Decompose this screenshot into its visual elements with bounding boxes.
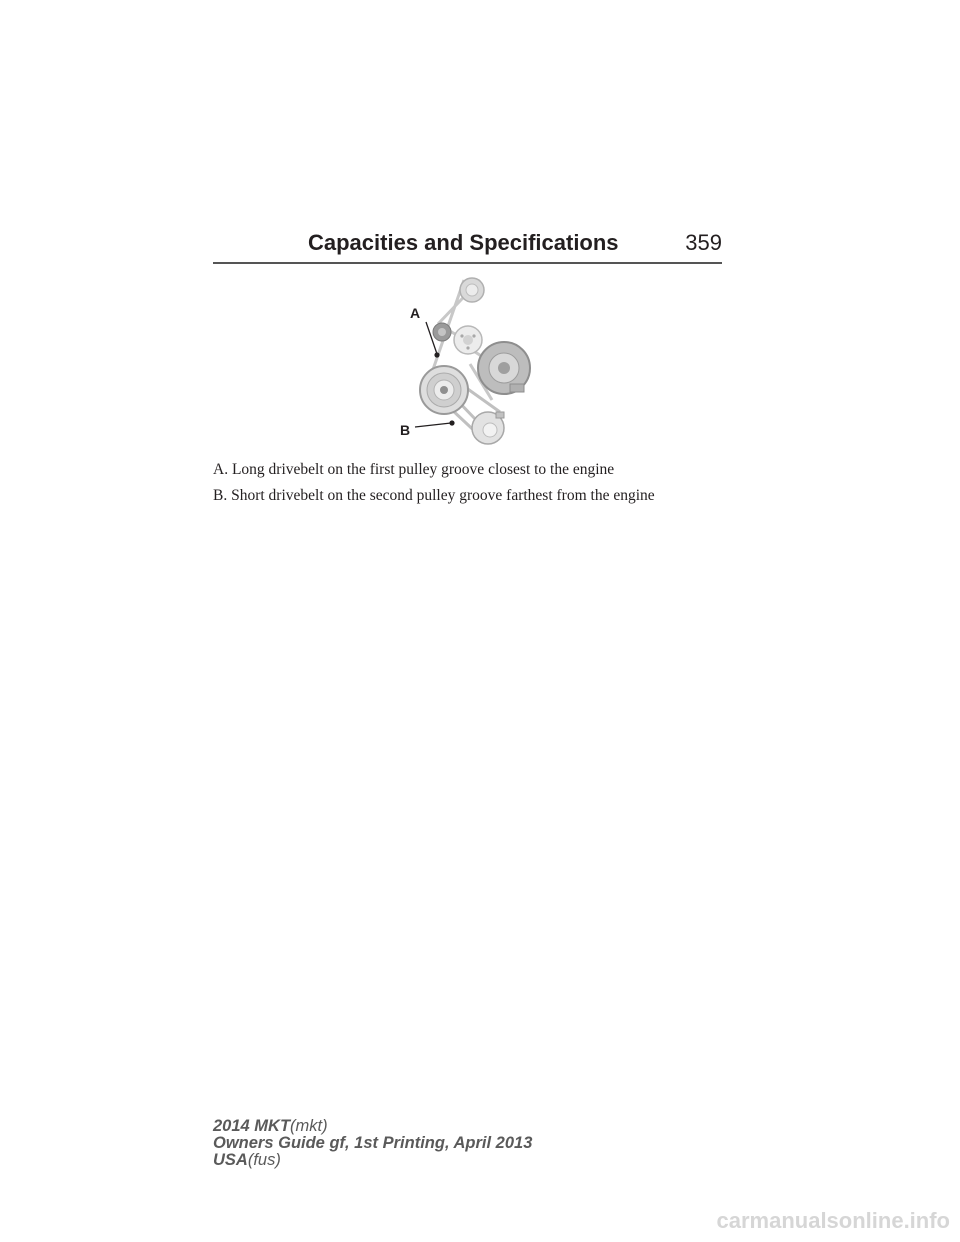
watermark: carmanualsonline.info bbox=[716, 1208, 950, 1233]
accessory-unit bbox=[478, 342, 530, 394]
print-footer bbox=[213, 1118, 532, 1169]
drivebelt-diagram bbox=[380, 272, 580, 452]
page-header bbox=[213, 226, 722, 264]
label-b: B bbox=[400, 422, 411, 438]
footer-line-2: Owners Guide gf, 1st Printing, April 2013 bbox=[213, 1134, 533, 1152]
top-pulley bbox=[460, 278, 484, 302]
footer-market: USA bbox=[213, 1151, 248, 1169]
footer-model: 2014 MKT bbox=[213, 1117, 291, 1135]
footer-model-code: (mkt) bbox=[290, 1117, 328, 1135]
label-a: A bbox=[410, 305, 421, 321]
page-number: 359 bbox=[685, 230, 722, 255]
footer-market-code: (fus) bbox=[247, 1151, 281, 1169]
footer-line-3 bbox=[213, 1152, 532, 1169]
crankshaft-pulley bbox=[420, 366, 468, 414]
caption-a: A. Long drivebelt on the first pulley groove closest to the engine bbox=[213, 461, 615, 478]
callout-b bbox=[400, 420, 455, 438]
upper-pulley bbox=[454, 326, 482, 354]
footer-line-1 bbox=[213, 1118, 532, 1135]
lower-pulley bbox=[472, 412, 504, 444]
caption-b: B. Short drivebelt on the second pulley groove farthest from the engine bbox=[213, 487, 655, 504]
section-title: Capacities and Specifications bbox=[308, 230, 619, 255]
idler-pulley bbox=[433, 323, 451, 341]
